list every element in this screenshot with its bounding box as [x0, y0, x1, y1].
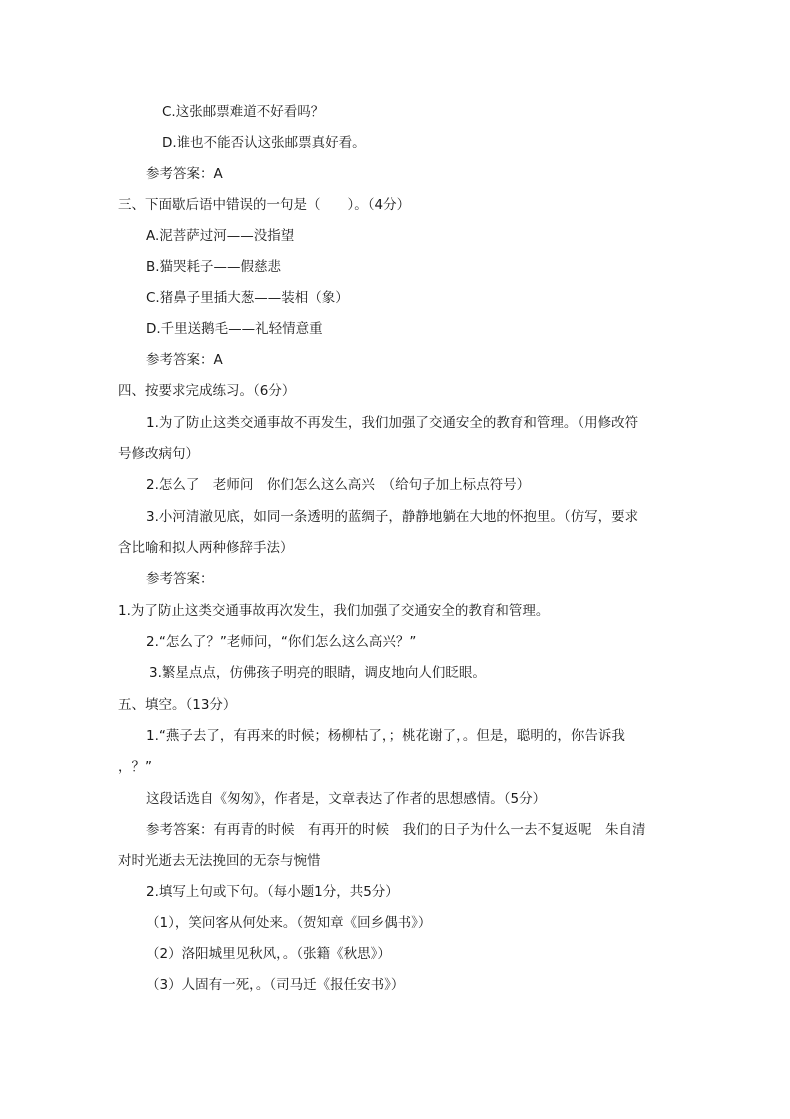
- question-line: 含比喻和拟人两种修辞手法）: [118, 540, 294, 556]
- question-line: （2）洛阳城里见秋风，。（张籍《秋思》）: [146, 946, 391, 962]
- section-heading-4: 四、按要求完成练习。（6分）: [118, 383, 296, 399]
- answer-label: 参考答案：: [146, 571, 214, 587]
- answer-line: 2.“怎么了？”老师问，“你们怎么这么高兴？”: [146, 634, 417, 650]
- option-a: A.泥菩萨过河——没指望: [146, 228, 295, 244]
- question-line: 2.填写上句或下句。（每小题1分，共5分）: [146, 884, 399, 900]
- answer-line: 参考答案：A: [146, 166, 223, 182]
- answer-line: 1.为了防止这类交通事故再次发生，我们加强了交通安全的教育和管理。: [118, 603, 550, 619]
- question-line: 1.为了防止这类交通事故不再发生，我们加强了交通安全的教育和管理。（用修改符: [146, 415, 639, 431]
- question-line: （3）人固有一死，。（司马迁《报任安书》）: [146, 977, 405, 993]
- section-heading-3: 三、下面歇后语中错误的一句是（ ）。（4分）: [118, 197, 411, 213]
- question-line: 号修改病句）: [118, 446, 199, 462]
- question-line: ，？”: [118, 759, 152, 775]
- option-d: D.千里送鹅毛——礼轻情意重: [146, 321, 323, 337]
- answer-line: 参考答案：有再青的时候 有再开的时候 我们的日子为什么一去不复返呢 朱自清: [146, 822, 646, 838]
- question-line: （1），笑问客从何处来。（贺知章《回乡偶书》）: [146, 915, 432, 931]
- option-b: B.猫哭耗子——假慈悲: [146, 259, 282, 275]
- option-c: C.猪鼻子里插大葱——装相（象）: [146, 290, 349, 306]
- question-line: 1.“燕子去了，有再来的时候；杨柳枯了，；桃花谢了，。但是，聪明的，你告诉我: [146, 728, 625, 744]
- question-line: 这段话选自《匆匆》，作者是，文章表达了作者的思想感情。（5分）: [146, 791, 547, 807]
- answer-line: 参考答案：A: [146, 352, 223, 368]
- option-d: D.谁也不能否认这张邮票真好看。: [162, 135, 366, 151]
- question-line: 3.小河清澈见底，如同一条透明的蓝绸子，静静地躺在大地的怀抱里。（仿写，要求: [146, 509, 639, 525]
- question-line: 2.怎么了 老师问 你们怎么这么高兴 （给句子加上标点符号）: [146, 477, 531, 493]
- section-heading-5: 五、填空。（13分）: [118, 697, 237, 713]
- answer-line: 3.繁星点点，仿佛孩子明亮的眼睛，调皮地向人们眨眼。: [149, 665, 486, 681]
- option-c: C.这张邮票难道不好看吗？: [162, 104, 325, 120]
- answer-line: 对时光逝去无法挽回的无奈与惋惜: [118, 853, 321, 869]
